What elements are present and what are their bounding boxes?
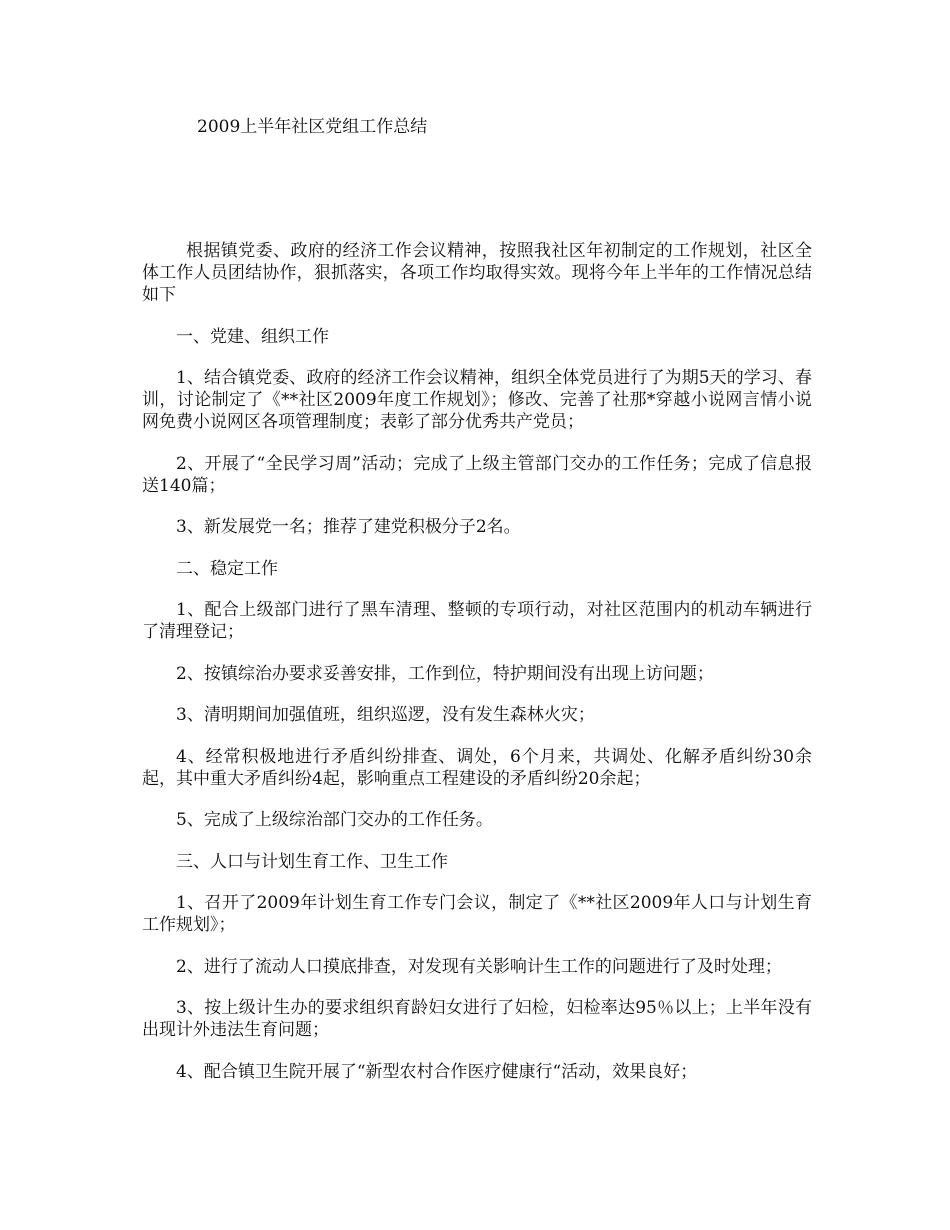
paragraph: 2、开展了“全民学习周”活动；完成了上级主管部门交办的工作任务；完成了信息报送140篇； bbox=[142, 453, 812, 496]
paragraph: 3、清明期间加强值班，组织巡逻，没有发生森林火灾； bbox=[176, 705, 595, 725]
intro-paragraph: 根据镇党委、政府的经济工作会议精神，按照我社区年初制定的工作规划，社区全体工作人员团结协作，狠抓落实，各项工作均取得实效。现将今年上半年的工作情况总结如下 bbox=[142, 241, 812, 305]
paragraph: 2、按镇综治办要求妥善安排，工作到位，特护期间没有出现上访问题； bbox=[176, 663, 714, 684]
paragraph: 5、完成了上级综治部门交办的工作任务。 bbox=[176, 810, 493, 830]
paragraph: 4、经常积极地进行矛盾纠纷排查、调处，6个月来，共调处、化解矛盾纠纷30余起，其中重大矛盾纠纷4起，影响重点工程建设的矛盾纠纷20余起； bbox=[142, 746, 812, 789]
document-title: 2009上半年社区党组工作总结 bbox=[197, 117, 428, 137]
section-heading-population-health: 三、人口与计划生育工作、卫生工作 bbox=[176, 851, 448, 872]
document-body bbox=[142, 240, 812, 1102]
section-heading-party-building: 一、党建、组织工作 bbox=[176, 326, 329, 347]
paragraph: 1、结合镇党委、政府的经济工作会议精神，组织全体党员进行了为期5天的学习、春训，讨论制定了《**社区2009年度工作规划》；修改、完善了社那*穿越小说网言情小说网免费小说网区各项管理制度；表彰了部分优秀共产党员； bbox=[142, 368, 812, 432]
paragraph: 1、召开了2009年计划生育工作专门会议，制定了《**社区2009年人口与计划生育工作规划》； bbox=[142, 893, 812, 935]
section-heading-stability: 二、稳定工作 bbox=[176, 558, 278, 579]
paragraph: 3、按上级计生办的要求组织育龄妇女进行了妇检，妇检率达95％以上；上半年没有出现计外违法生育问题； bbox=[142, 998, 812, 1040]
paragraph: 2、进行了流动人口摸底排查，对发现有关影响计生工作的问题进行了及时处理； bbox=[176, 956, 782, 977]
paragraph: 1、配合上级部门进行了黑车清理、整顿的专项行动，对社区范围内的机动车辆进行了清理登记； bbox=[142, 600, 812, 642]
paragraph: 3、新发展党一名；推荐了建党积极分子2名。 bbox=[176, 517, 521, 537]
paragraph: 4、配合镇卫生院开展了“新型农村合作医疗健康行“活动，效果良好； bbox=[176, 1061, 698, 1082]
